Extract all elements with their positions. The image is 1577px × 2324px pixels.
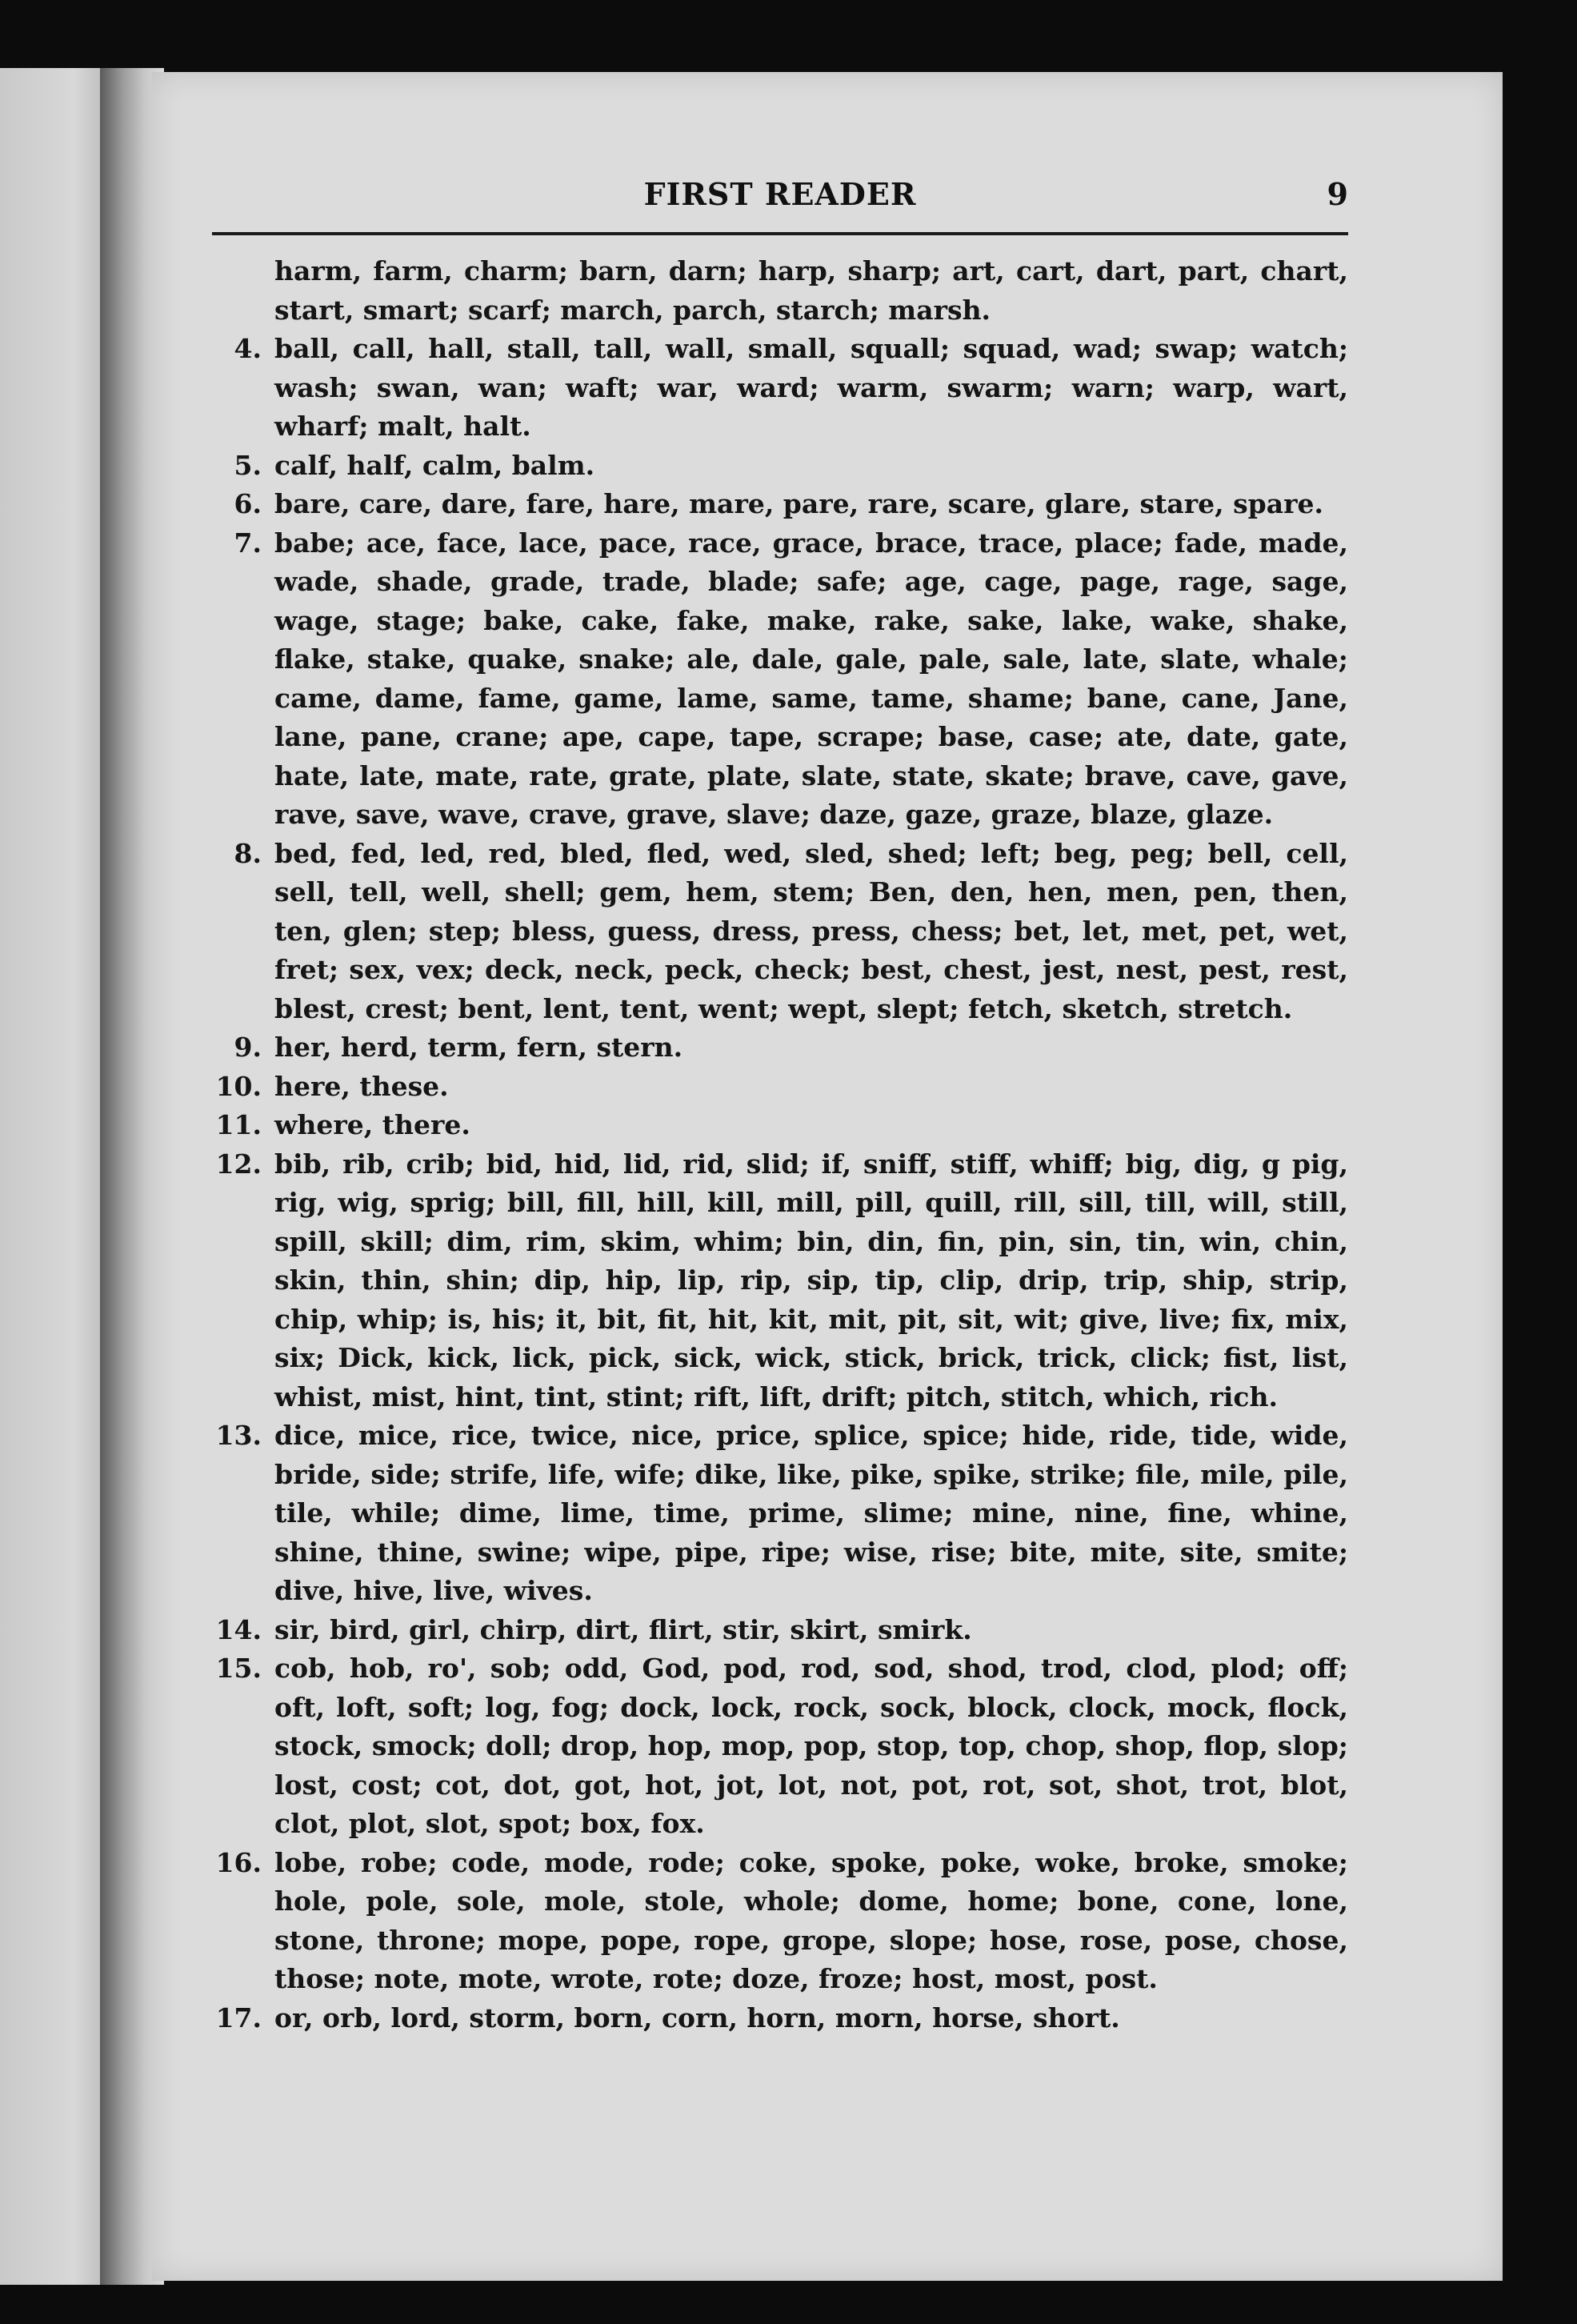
item-number: 6. [234, 488, 262, 519]
list-item [212, 1611, 1348, 1650]
item-number: 4. [234, 333, 262, 364]
item-number: 12. [215, 1148, 262, 1180]
item-text: harm, farm, charm; barn, darn; harp, sharp; art, cart, dart, part, chart, start, smart; scarf; march, parch, starch; marsh. [274, 255, 1348, 326]
item-text: here, these. [274, 1070, 449, 1102]
list-item [212, 835, 1348, 1029]
header-rule [212, 232, 1348, 235]
word-list [212, 252, 1348, 2038]
list-item [212, 485, 1348, 524]
list-item [212, 447, 1348, 486]
item-number: 13. [215, 1420, 262, 1451]
list-item [212, 1844, 1348, 1999]
running-header [212, 176, 1348, 224]
list-item [212, 1999, 1348, 2038]
list-item [212, 1106, 1348, 1145]
list-item [212, 1028, 1348, 1068]
item-number: 17. [215, 2001, 262, 2034]
item-number: 8. [234, 837, 262, 869]
list-item [212, 524, 1348, 835]
item-text: cob, hob, ro', sob; odd, God, pod, rod, sod, shod, trod, clod, plod; off; oft, loft, soft; log, fog; dock, lock, rock, sock, block, clock, mock, flock, stock, smock; doll; drop, hop, mop, pop, stop, top, chop, shop, flop, slop; lost, cost; cot, dot, got, hot, jot, lot, not, pot, rot, sot, shot, trot, blot, clot, plot, slot, spot; box, fox. [274, 1653, 1348, 1839]
item-number: 9. [234, 1032, 262, 1063]
list-item [212, 1416, 1348, 1611]
book-page [152, 72, 1503, 2281]
header-title: FIRST READER [643, 176, 917, 212]
item-text: ball, call, hall, stall, tall, wall, small, squall; squad, wad; swap; watch; wash; swan, wan; waft; war, ward; warm, swarm; warn; warp, wart, wharf; malt, halt. [274, 333, 1348, 442]
item-text: or, orb, lord, storm, born, corn, horn, morn, horse, short. [274, 2001, 1120, 2034]
list-item [212, 252, 1348, 330]
item-number: 7. [234, 527, 262, 559]
item-text: sir, bird, girl, chirp, dirt, flirt, stir, skirt, smirk. [274, 1613, 972, 1645]
list-item [212, 1145, 1348, 1417]
list-item [212, 1649, 1348, 1844]
item-text: bib, rib, crib; bid, hid, lid, rid, slid; if, sniff, stiff, whiff; big, dig, g pig, rig, wig, sprig; bill, fill, hill, kill, mill, pill, quill, rill, sill, till, will, still, spill, skill; dim, rim, skim, whim; bin, din, fin, pin, sin, tin, win, chin, skin, thin, shin; dip, hip, lip, rip, sip, tip, clip, drip, trip, ship, strip, chip, whip; is, his; it, bit, fit, hit, kit, mit, pit, sit, wit; give, live; fix, mix, six; Dick, kick, lick, pick, sick, wick, stick, brick, trick, click; fist, list, whist, mist, hint, tint, stint; rift, lift, drift; pitch, stitch, which, rich. [274, 1148, 1348, 1412]
list-item [212, 1068, 1348, 1107]
item-number: 10. [215, 1070, 262, 1102]
item-text: dice, mice, rice, twice, nice, price, splice, spice; hide, ride, tide, wide, bride, side; strife, life, wife; dike, like, pike, spike, strike; file, mile, pile, tile, while; dime, lime, time, prime, slime; mine, nine, fine, whine, shine, thine, swine; wipe, pipe, ripe; wise, rise; bite, mite, site, smite; dive, hive, live, wives. [274, 1420, 1348, 1606]
list-item [212, 330, 1348, 447]
item-number: 14. [215, 1613, 262, 1645]
item-text: bare, care, dare, fare, hare, mare, pare, rare, scare, glare, stare, spare. [274, 488, 1323, 519]
item-number: 11. [215, 1109, 262, 1140]
item-text: bed, fed, led, red, bled, fled, wed, sled, shed; left; beg, peg; bell, cell, sell, tell, well, shell; gem, hem, stem; Ben, den, hen, men, pen, then, ten, glen; step; bless, guess, dress, press, chess; bet, let, met, pet, wet, fret; sex, vex; deck, neck, peck, check; best, chest, jest, nest, pest, rest, blest, crest; bent, lent, tent, went; wept, slept; fetch, sketch, stretch. [274, 837, 1348, 1024]
item-text: lobe, robe; code, mode, rode; coke, spoke, poke, woke, broke, smoke; hole, pole, sole, mole, stole, whole; dome, home; bone, cone, lone, stone, throne; mope, pope, rope, grope, slope; hose, rose, pose, chose, those; note, mote, wrote, rote; doze, froze; host, most, post. [274, 1846, 1348, 1994]
page-number: 9 [1327, 176, 1348, 212]
item-text: where, there. [274, 1109, 470, 1140]
item-number: 5. [234, 449, 262, 481]
item-number: 15. [215, 1653, 262, 1684]
item-text: her, herd, term, fern, stern. [274, 1032, 683, 1063]
item-text: calf, half, calm, balm. [274, 449, 595, 481]
item-text: babe; ace, face, lace, pace, race, grace, brace, trace, place; fade, made, wade, shade, grade, trade, blade; safe; age, cage, page, rage, sage, wage, stage; bake, cake, fake, make, rake, sake, lake, wake, shake, flake, stake, quake, snake; ale, dale, gale, pale, sale, late, slate, whale; came, dame, fame, game, lame, same, tame, shame; bane, cane, Jane, lane, pane, crane; ape, cape, tape, scrape; base, case; ate, date, gate, hate, late, mate, rate, grate, plate, slate, state, skate; brave, cave, gave, rave, save, wave, crave, grave, slave; daze, gaze, graze, blaze, glaze. [274, 527, 1348, 830]
item-number: 16. [215, 1846, 262, 1878]
